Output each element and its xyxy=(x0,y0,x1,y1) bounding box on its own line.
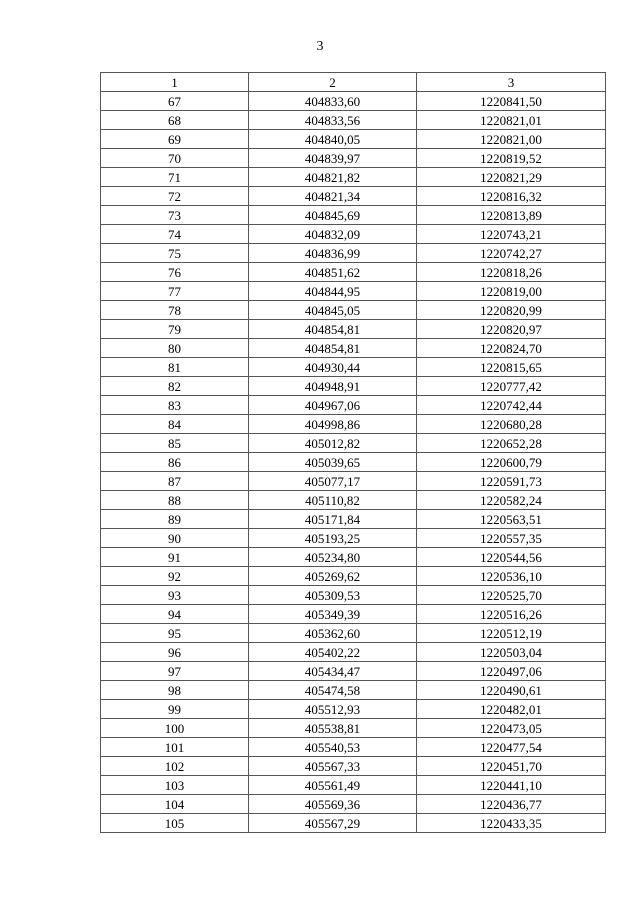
cell-y-coordinate: 1220544,56 xyxy=(417,548,606,567)
cell-y-coordinate: 1220512,19 xyxy=(417,624,606,643)
cell-point-number: 83 xyxy=(101,396,249,415)
table-row xyxy=(101,586,606,605)
table-row xyxy=(101,548,606,567)
table-row xyxy=(101,776,606,795)
cell-y-coordinate: 1220436,77 xyxy=(417,795,606,814)
table-row xyxy=(101,377,606,396)
cell-y-coordinate: 1220516,26 xyxy=(417,605,606,624)
cell-x-coordinate: 405193,25 xyxy=(249,529,417,548)
cell-x-coordinate: 404851,62 xyxy=(249,263,417,282)
cell-x-coordinate: 405512,93 xyxy=(249,700,417,719)
table-row xyxy=(101,168,606,187)
cell-y-coordinate: 1220841,50 xyxy=(417,92,606,111)
cell-y-coordinate: 1220824,70 xyxy=(417,339,606,358)
cell-x-coordinate: 404839,97 xyxy=(249,149,417,168)
cell-y-coordinate: 1220525,70 xyxy=(417,586,606,605)
cell-x-coordinate: 404836,99 xyxy=(249,244,417,263)
cell-x-coordinate: 405474,58 xyxy=(249,681,417,700)
table-row xyxy=(101,92,606,111)
table-row xyxy=(101,434,606,453)
cell-x-coordinate: 404821,34 xyxy=(249,187,417,206)
cell-x-coordinate: 404948,91 xyxy=(249,377,417,396)
cell-point-number: 102 xyxy=(101,757,249,776)
cell-point-number: 69 xyxy=(101,130,249,149)
table-row xyxy=(101,282,606,301)
cell-x-coordinate: 405567,33 xyxy=(249,757,417,776)
cell-x-coordinate: 405309,53 xyxy=(249,586,417,605)
cell-point-number: 94 xyxy=(101,605,249,624)
table-header xyxy=(101,73,606,92)
cell-point-number: 84 xyxy=(101,415,249,434)
table-row xyxy=(101,605,606,624)
table-row xyxy=(101,529,606,548)
cell-y-coordinate: 1220557,35 xyxy=(417,529,606,548)
cell-x-coordinate: 404845,05 xyxy=(249,301,417,320)
cell-x-coordinate: 404833,56 xyxy=(249,111,417,130)
cell-y-coordinate: 1220742,44 xyxy=(417,396,606,415)
cell-y-coordinate: 1220680,28 xyxy=(417,415,606,434)
cell-point-number: 67 xyxy=(101,92,249,111)
cell-point-number: 99 xyxy=(101,700,249,719)
column-header-point-number: 1 xyxy=(101,73,249,92)
cell-x-coordinate: 405269,62 xyxy=(249,567,417,586)
table-row xyxy=(101,719,606,738)
cell-y-coordinate: 1220819,00 xyxy=(417,282,606,301)
table-row xyxy=(101,567,606,586)
cell-x-coordinate: 405402,22 xyxy=(249,643,417,662)
table-row xyxy=(101,149,606,168)
table-row xyxy=(101,111,606,130)
table-body xyxy=(101,92,606,833)
cell-point-number: 101 xyxy=(101,738,249,757)
cell-x-coordinate: 405538,81 xyxy=(249,719,417,738)
cell-point-number: 92 xyxy=(101,567,249,586)
cell-y-coordinate: 1220818,26 xyxy=(417,263,606,282)
cell-y-coordinate: 1220742,27 xyxy=(417,244,606,263)
cell-point-number: 73 xyxy=(101,206,249,225)
cell-point-number: 93 xyxy=(101,586,249,605)
cell-point-number: 68 xyxy=(101,111,249,130)
cell-x-coordinate: 405434,47 xyxy=(249,662,417,681)
cell-point-number: 75 xyxy=(101,244,249,263)
cell-x-coordinate: 404845,69 xyxy=(249,206,417,225)
cell-point-number: 80 xyxy=(101,339,249,358)
cell-x-coordinate: 405561,49 xyxy=(249,776,417,795)
table-row xyxy=(101,491,606,510)
table-row xyxy=(101,795,606,814)
cell-x-coordinate: 404930,44 xyxy=(249,358,417,377)
table-row xyxy=(101,225,606,244)
table-row xyxy=(101,624,606,643)
table-row xyxy=(101,415,606,434)
table-row xyxy=(101,472,606,491)
cell-x-coordinate: 404821,82 xyxy=(249,168,417,187)
cell-point-number: 100 xyxy=(101,719,249,738)
cell-point-number: 91 xyxy=(101,548,249,567)
table-row xyxy=(101,453,606,472)
cell-y-coordinate: 1220582,24 xyxy=(417,491,606,510)
cell-y-coordinate: 1220441,10 xyxy=(417,776,606,795)
cell-y-coordinate: 1220497,06 xyxy=(417,662,606,681)
cell-y-coordinate: 1220490,61 xyxy=(417,681,606,700)
cell-x-coordinate: 405077,17 xyxy=(249,472,417,491)
cell-y-coordinate: 1220743,21 xyxy=(417,225,606,244)
cell-y-coordinate: 1220563,51 xyxy=(417,510,606,529)
cell-point-number: 77 xyxy=(101,282,249,301)
cell-y-coordinate: 1220815,65 xyxy=(417,358,606,377)
cell-x-coordinate: 405110,82 xyxy=(249,491,417,510)
table-row xyxy=(101,358,606,377)
table-row xyxy=(101,814,606,833)
cell-y-coordinate: 1220591,73 xyxy=(417,472,606,491)
table-row xyxy=(101,700,606,719)
cell-point-number: 97 xyxy=(101,662,249,681)
cell-x-coordinate: 404840,05 xyxy=(249,130,417,149)
cell-point-number: 79 xyxy=(101,320,249,339)
table-row xyxy=(101,244,606,263)
table-row xyxy=(101,738,606,757)
cell-point-number: 103 xyxy=(101,776,249,795)
table-row xyxy=(101,757,606,776)
cell-point-number: 105 xyxy=(101,814,249,833)
cell-point-number: 96 xyxy=(101,643,249,662)
cell-y-coordinate: 1220820,99 xyxy=(417,301,606,320)
table-row xyxy=(101,510,606,529)
cell-point-number: 89 xyxy=(101,510,249,529)
cell-x-coordinate: 404833,60 xyxy=(249,92,417,111)
coordinates-table xyxy=(100,72,606,833)
cell-x-coordinate: 405540,53 xyxy=(249,738,417,757)
cell-point-number: 88 xyxy=(101,491,249,510)
cell-x-coordinate: 405362,60 xyxy=(249,624,417,643)
cell-y-coordinate: 1220477,54 xyxy=(417,738,606,757)
table-row xyxy=(101,339,606,358)
cell-point-number: 82 xyxy=(101,377,249,396)
cell-x-coordinate: 405171,84 xyxy=(249,510,417,529)
cell-x-coordinate: 405349,39 xyxy=(249,605,417,624)
cell-point-number: 104 xyxy=(101,795,249,814)
cell-point-number: 86 xyxy=(101,453,249,472)
cell-y-coordinate: 1220482,01 xyxy=(417,700,606,719)
cell-x-coordinate: 404998,86 xyxy=(249,415,417,434)
cell-x-coordinate: 405039,65 xyxy=(249,453,417,472)
cell-point-number: 85 xyxy=(101,434,249,453)
table-row xyxy=(101,662,606,681)
cell-x-coordinate: 404832,09 xyxy=(249,225,417,244)
column-header-y-coordinate: 3 xyxy=(417,73,606,92)
cell-point-number: 74 xyxy=(101,225,249,244)
table-row xyxy=(101,320,606,339)
cell-y-coordinate: 1220820,97 xyxy=(417,320,606,339)
cell-y-coordinate: 1220819,52 xyxy=(417,149,606,168)
cell-x-coordinate: 404967,06 xyxy=(249,396,417,415)
table-row xyxy=(101,396,606,415)
column-header-x-coordinate: 2 xyxy=(249,73,417,92)
cell-point-number: 90 xyxy=(101,529,249,548)
cell-y-coordinate: 1220821,29 xyxy=(417,168,606,187)
cell-x-coordinate: 405234,80 xyxy=(249,548,417,567)
table-row xyxy=(101,301,606,320)
table-row xyxy=(101,206,606,225)
cell-point-number: 95 xyxy=(101,624,249,643)
table-row xyxy=(101,643,606,662)
cell-x-coordinate: 405567,29 xyxy=(249,814,417,833)
cell-x-coordinate: 405569,36 xyxy=(249,795,417,814)
cell-point-number: 98 xyxy=(101,681,249,700)
cell-x-coordinate: 404844,95 xyxy=(249,282,417,301)
cell-y-coordinate: 1220451,70 xyxy=(417,757,606,776)
table-row xyxy=(101,263,606,282)
cell-point-number: 87 xyxy=(101,472,249,491)
cell-point-number: 81 xyxy=(101,358,249,377)
cell-point-number: 72 xyxy=(101,187,249,206)
cell-y-coordinate: 1220652,28 xyxy=(417,434,606,453)
cell-y-coordinate: 1220600,79 xyxy=(417,453,606,472)
cell-y-coordinate: 1220473,05 xyxy=(417,719,606,738)
cell-x-coordinate: 404854,81 xyxy=(249,339,417,358)
cell-point-number: 70 xyxy=(101,149,249,168)
cell-x-coordinate: 405012,82 xyxy=(249,434,417,453)
cell-y-coordinate: 1220503,04 xyxy=(417,643,606,662)
cell-y-coordinate: 1220821,00 xyxy=(417,130,606,149)
cell-y-coordinate: 1220433,35 xyxy=(417,814,606,833)
cell-y-coordinate: 1220816,32 xyxy=(417,187,606,206)
header-row xyxy=(101,73,606,92)
cell-y-coordinate: 1220813,89 xyxy=(417,206,606,225)
table-row xyxy=(101,130,606,149)
cell-x-coordinate: 404854,81 xyxy=(249,320,417,339)
cell-y-coordinate: 1220777,42 xyxy=(417,377,606,396)
cell-point-number: 76 xyxy=(101,263,249,282)
cell-point-number: 78 xyxy=(101,301,249,320)
page-number: 3 xyxy=(316,39,324,54)
cell-point-number: 71 xyxy=(101,168,249,187)
cell-y-coordinate: 1220536,10 xyxy=(417,567,606,586)
table-row xyxy=(101,681,606,700)
cell-y-coordinate: 1220821,01 xyxy=(417,111,606,130)
table-row xyxy=(101,187,606,206)
